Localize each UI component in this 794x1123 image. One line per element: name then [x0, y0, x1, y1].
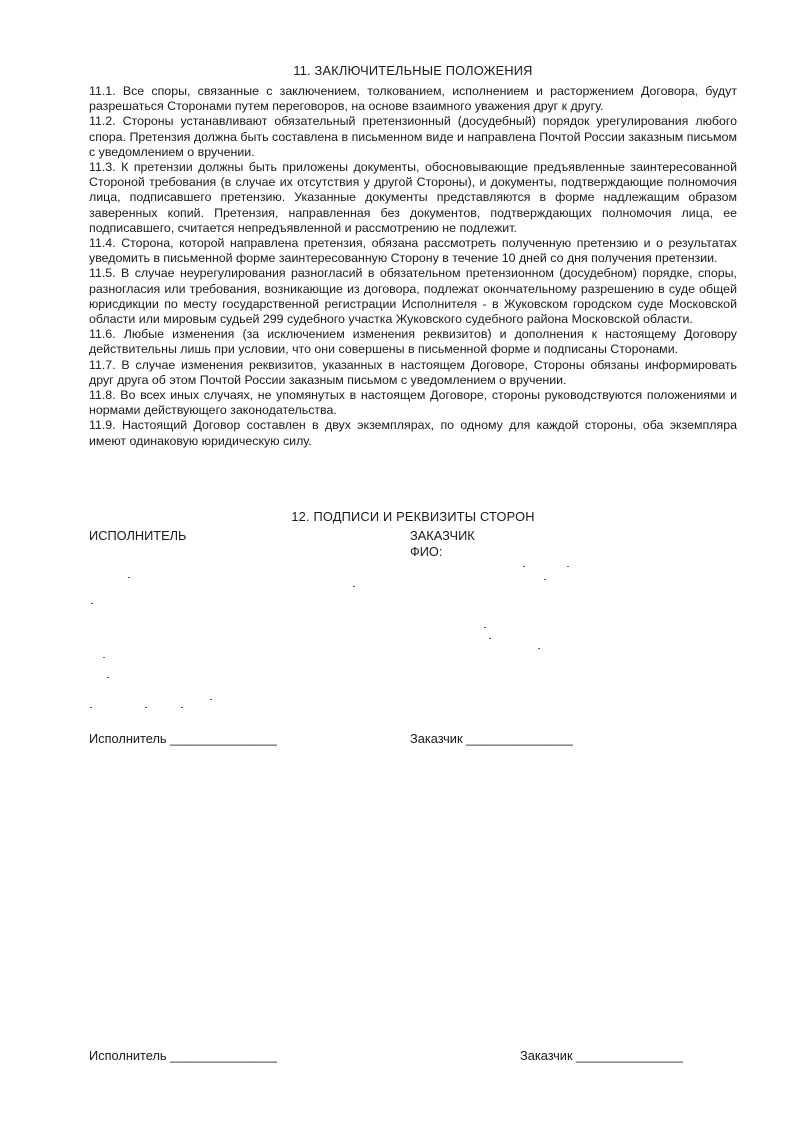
scan-artifact: [353, 586, 355, 587]
clause-11-8: 11.8. Во всех иных случаях, не упомянутых в настоящем Договоре, стороны руководствуются положениями и нормами действующего законодательства.: [89, 388, 737, 418]
executor-header: ИСПОЛНИТЕЛЬ: [89, 528, 187, 543]
executor-signature-line: Исполнитель _______________: [89, 731, 277, 746]
scan-artifact: [145, 707, 147, 708]
executor-details: [89, 528, 186, 544]
scan-artifact: [103, 657, 105, 658]
scan-artifact: [107, 677, 109, 678]
customer-details: [410, 528, 475, 560]
scan-artifact: [181, 707, 183, 708]
scan-artifact: [90, 707, 92, 708]
clause-11-7: 11.7. В случае изменения реквизитов, указанных в настоящем Договоре, Стороны обязаны информировать друг друга об этом Почтой России заказным письмом с уведомлением о вручении.: [89, 357, 737, 387]
customer-fio-label: ФИО:: [410, 544, 443, 559]
clause-11-6: 11.6. Любые изменения (за исключением изменения реквизитов) и дополнения к настоящему Договору действительны лишь при условии, что они совершены в письменной форме и подписаны Сторонами.: [89, 327, 737, 357]
scan-artifact: [523, 566, 525, 567]
scan-artifact: [484, 627, 486, 628]
clause-11-2: 11.2. Стороны устанавливают обязательный претензионный (досудебный) порядок урегулирования любого спора. Претензия должна быть составлена в письменном виде и направлена Почтой России заказным письмом с уведомлением о вручении.: [89, 114, 737, 159]
scan-artifact: [489, 638, 491, 639]
section-11-title: 11. ЗАКЛЮЧИТЕЛЬНЫЕ ПОЛОЖЕНИЯ: [293, 63, 533, 78]
customer-signature-line: Заказчик _______________: [410, 731, 573, 746]
scan-artifact: [538, 648, 540, 649]
clause-11-5: 11.5. В случае неурегулирования разногласий в обязательном претензионном (досудебном) порядке, споры, разногласия или требования, возникающие из договора, подлежат окончательному разрешению в суде общей юрисдикции по месту государственной регистрации Исполнителя - в Жуковском городском суде Московской области или мировым судьей 299 судебного участка Жуковского судебного района Московской области.: [89, 266, 737, 327]
executor-footer-signature: Исполнитель _______________: [89, 1048, 277, 1063]
scan-artifact: [544, 579, 546, 580]
section-11-clauses: [89, 84, 737, 449]
section-12-title: 12. ПОДПИСИ И РЕКВИЗИТЫ СТОРОН: [291, 509, 535, 524]
scan-artifact: [567, 566, 569, 567]
customer-footer-signature: Заказчик _______________: [520, 1048, 683, 1063]
clause-11-1: 11.1. Все споры, связанные с заключением, толкованием, исполнением и расторжением Договора, будут разрешаться Сторонами путем переговоров, на основе взаимного уважения друг к другу.: [89, 84, 737, 114]
clause-11-9: 11.9. Настоящий Договор составлен в двух экземплярах, по одному для каждой стороны, оба экземпляра имеют одинаковую юридическую силу.: [89, 418, 737, 448]
clause-11-3: 11.3. К претензии должны быть приложены документы, обосновывающие предъявленные заинтересованной Стороной требования (в случае их отсутствия у другой Стороны), и документы, подтверждающие полномочия лица, подписавшего претензию. Указанные документы представляются в форме надлежащим образом заверенных копий. Претензия, направленная без документов, подтверждающих полномочия лица, ее подписавшего, считается непредъявленной и рассмотрению не подлежит.: [89, 160, 737, 235]
scan-artifact: [128, 577, 130, 578]
scan-artifact: [91, 603, 93, 604]
scan-artifact: [210, 699, 212, 700]
customer-header: ЗАКАЗЧИК: [410, 528, 475, 543]
clause-11-4: 11.4. Сторона, которой направлена претензия, обязана рассмотреть полученную претензию и о результатах уведомить в письменной форме заинтересованную Сторону в течение 10 дней со дня получения претензии.: [89, 236, 737, 266]
